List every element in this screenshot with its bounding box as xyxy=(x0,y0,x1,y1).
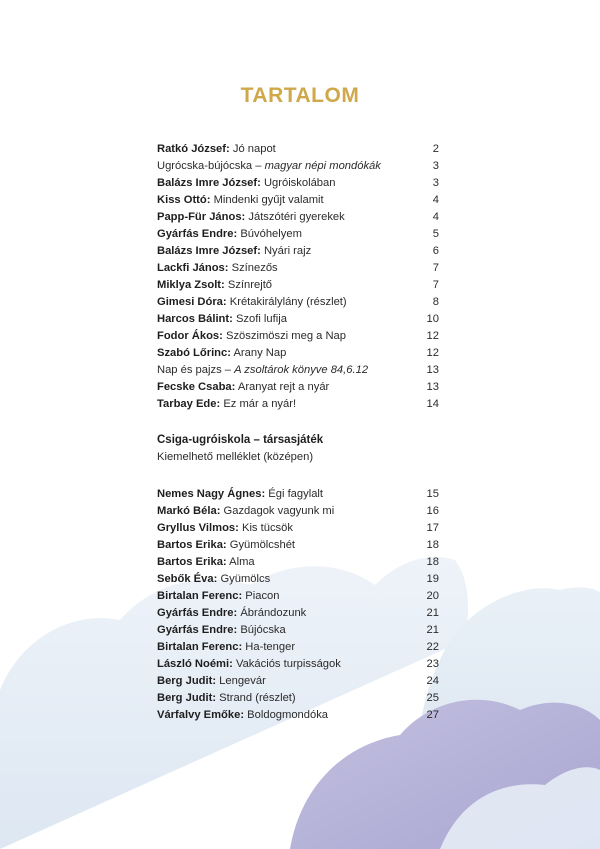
toc-work-title: Színezős xyxy=(231,262,278,274)
toc-entry-text xyxy=(157,209,409,226)
toc-work-title: Ha-tenger xyxy=(245,641,296,653)
toc-entry xyxy=(157,537,439,554)
toc-work-title: Lengevár xyxy=(219,675,266,687)
toc-page-number: 19 xyxy=(426,573,439,585)
toc-work-title: Gyümölcs xyxy=(220,573,271,585)
toc-entry xyxy=(157,362,439,379)
toc-entry xyxy=(157,328,439,345)
toc-author: Lackfi János: xyxy=(157,262,229,274)
toc-page-number: 21 xyxy=(426,607,439,619)
toc-page-number: 7 xyxy=(432,279,439,291)
toc-entry xyxy=(157,260,439,277)
toc-author: Berg Judit: xyxy=(157,675,217,687)
toc-author: László Noémi: xyxy=(157,658,233,670)
toc-page-number: 5 xyxy=(432,228,439,240)
toc-author: Ratkó József: xyxy=(157,143,230,155)
toc-entry-text xyxy=(157,345,409,362)
toc-work-title: Ez már a nyár! xyxy=(223,398,297,410)
special-entry-title: Csiga-ugróiskola – társasjáték xyxy=(157,434,324,446)
toc-work-title: Alma xyxy=(229,556,255,568)
special-entry-subtitle: Kiemelhető melléklet (középen) xyxy=(157,451,314,463)
toc-page-number: 16 xyxy=(426,505,439,517)
toc-page-number: 18 xyxy=(426,556,439,568)
toc-entry-text xyxy=(157,520,409,537)
toc-page-number: 21 xyxy=(426,624,439,636)
spacer xyxy=(157,413,439,432)
toc-section-2 xyxy=(157,486,439,724)
toc-entry-text xyxy=(157,537,409,554)
toc-page-number: 8 xyxy=(432,296,439,308)
toc-author: Fodor Ákos: xyxy=(157,330,223,342)
toc-page-number: 24 xyxy=(426,675,439,687)
toc-entry-text xyxy=(157,175,409,192)
toc-entry-text xyxy=(157,486,409,503)
toc-entry-text xyxy=(157,192,409,209)
toc-entry xyxy=(157,690,439,707)
toc-work-title: Égi fagylalt xyxy=(268,488,324,500)
toc-entry-text xyxy=(157,277,409,294)
toc-work-title: Gyümölcshét xyxy=(229,539,296,551)
toc-work-title: Krétakirálylány (részlet) xyxy=(229,296,347,308)
toc-work-title: Szöszimöszi meg a Nap xyxy=(226,330,346,342)
toc-entry-text xyxy=(157,554,409,571)
toc-entry xyxy=(157,554,439,571)
toc-work-title: Kis tücsök xyxy=(241,522,293,534)
toc-entry-text xyxy=(157,294,409,311)
toc-work-source: magyar népi mondókák xyxy=(264,160,381,172)
toc-entry xyxy=(157,656,439,673)
toc-author: Tarbay Ede: xyxy=(157,398,221,410)
toc-work-title: Színrejtő xyxy=(227,279,273,291)
toc-entry xyxy=(157,396,439,413)
toc-entry-text xyxy=(157,328,409,345)
toc-entry-text xyxy=(157,707,409,724)
toc-page-number: 7 xyxy=(432,262,439,274)
toc-section-1 xyxy=(157,141,439,413)
toc-page-number: 23 xyxy=(426,658,439,670)
toc-author: Várfalvy Emőke: xyxy=(157,709,245,721)
toc-entry-text xyxy=(157,605,409,622)
toc-work-title: Búvóhelyem xyxy=(240,228,302,240)
toc-page-number: 22 xyxy=(426,641,439,653)
toc-author: Sebők Éva: xyxy=(157,573,218,585)
page-title: TARTALOM xyxy=(240,84,360,107)
toc-page-number: 3 xyxy=(432,160,439,172)
toc-page-number: 3 xyxy=(432,177,439,189)
table-of-contents xyxy=(157,141,439,724)
toc-entry xyxy=(157,175,439,192)
toc-entry xyxy=(157,226,439,243)
toc-work-title: Ugróiskolában xyxy=(263,177,336,189)
toc-author: Szabó Lőrinc: xyxy=(157,347,231,359)
toc-page-number: 14 xyxy=(426,398,439,410)
toc-author: Bartos Erika: xyxy=(157,556,227,568)
toc-entry-text xyxy=(157,656,409,673)
toc-entry-text xyxy=(157,639,409,656)
toc-work-source: A zsoltárok könyve 84,6.12 xyxy=(234,364,369,376)
toc-entry-text xyxy=(157,588,409,605)
toc-author: Gyárfás Endre: xyxy=(157,607,238,619)
toc-entry xyxy=(157,639,439,656)
toc-entry-text xyxy=(157,226,409,243)
toc-entry xyxy=(157,379,439,396)
toc-author: Nemes Nagy Ágnes: xyxy=(157,488,266,500)
toc-work-title: Játszótéri gyerekek xyxy=(248,211,345,223)
toc-work-title: Piacon xyxy=(245,590,280,602)
toc-page-number: 17 xyxy=(426,522,439,534)
toc-author: Balázs Imre József: xyxy=(157,245,261,257)
toc-page-number: 2 xyxy=(432,143,439,155)
toc-author: Balázs Imre József: xyxy=(157,177,261,189)
toc-entry-text xyxy=(157,141,409,158)
toc-work-title: Boldogmondóka xyxy=(247,709,329,721)
toc-work-title: Mindenki gyűjt valamit xyxy=(213,194,324,206)
spacer xyxy=(157,466,439,486)
toc-author: Bartos Erika: xyxy=(157,539,227,551)
toc-entry xyxy=(157,673,439,690)
toc-entry-text xyxy=(157,503,409,520)
toc-author: Papp-Für János: xyxy=(157,211,246,223)
toc-entry xyxy=(157,277,439,294)
toc-page-number: 27 xyxy=(426,709,439,721)
toc-work-title: Aranyat rejt a nyár xyxy=(237,381,330,393)
toc-entry-text xyxy=(157,622,409,639)
toc-entry xyxy=(157,294,439,311)
toc-entry xyxy=(157,622,439,639)
toc-author: Fecske Csaba: xyxy=(157,381,236,393)
toc-work-title: Gazdagok vagyunk mi xyxy=(223,505,335,517)
toc-page-number: 10 xyxy=(426,313,439,325)
toc-entry-text xyxy=(157,260,409,277)
toc-work-title: Nap és pajzs – xyxy=(157,364,232,376)
toc-entry-text xyxy=(157,571,409,588)
toc-entry xyxy=(157,141,439,158)
toc-entry xyxy=(157,520,439,537)
toc-page-number: 25 xyxy=(426,692,439,704)
toc-author: Kiss Ottó: xyxy=(157,194,211,206)
toc-work-title: Ábrándozunk xyxy=(240,607,307,619)
toc-author: Berg Judit: xyxy=(157,692,217,704)
toc-entry xyxy=(157,209,439,226)
toc-page-number: 12 xyxy=(426,347,439,359)
toc-entry-text xyxy=(157,690,409,707)
toc-entry-text xyxy=(157,396,409,413)
toc-entry xyxy=(157,158,439,175)
toc-author: Birtalan Ferenc: xyxy=(157,590,243,602)
toc-entry xyxy=(157,707,439,724)
toc-work-title: Nyári rajz xyxy=(263,245,312,257)
toc-page-number: 18 xyxy=(426,539,439,551)
toc-entry xyxy=(157,486,439,503)
toc-entry-text xyxy=(157,673,409,690)
toc-author: Gyárfás Endre: xyxy=(157,624,238,636)
toc-author: Gryllus Vilmos: xyxy=(157,522,239,534)
toc-author: Gyárfás Endre: xyxy=(157,228,238,240)
toc-entry-text xyxy=(157,243,409,260)
toc-entry xyxy=(157,345,439,362)
toc-entry-text xyxy=(157,311,409,328)
toc-page-number: 13 xyxy=(426,381,439,393)
toc-page-number: 20 xyxy=(426,590,439,602)
toc-page-number: 12 xyxy=(426,330,439,342)
toc-entry xyxy=(157,588,439,605)
toc-author: Birtalan Ferenc: xyxy=(157,641,243,653)
toc-work-title: Arany Nap xyxy=(233,347,287,359)
toc-entry xyxy=(157,311,439,328)
toc-entry-text xyxy=(157,158,409,175)
toc-entry xyxy=(157,571,439,588)
toc-work-title: Bújócska xyxy=(240,624,286,636)
toc-page-number: 4 xyxy=(432,194,439,206)
toc-page-number: 4 xyxy=(432,211,439,223)
toc-entry-text xyxy=(157,362,409,379)
toc-page-number: 13 xyxy=(426,364,439,376)
toc-work-title: Strand (részlet) xyxy=(219,692,296,704)
toc-author: Harcos Bálint: xyxy=(157,313,233,325)
toc-author: Miklya Zsolt: xyxy=(157,279,225,291)
toc-page-number: 15 xyxy=(426,488,439,500)
toc-work-title: Vakációs turpisságok xyxy=(235,658,341,670)
toc-entry-text xyxy=(157,379,409,396)
toc-author: Gimesi Dóra: xyxy=(157,296,227,308)
toc-entry xyxy=(157,192,439,209)
toc-entry xyxy=(157,503,439,520)
toc-work-title: Ugrócska-bújócska – xyxy=(157,160,262,172)
toc-page-number: 6 xyxy=(432,245,439,257)
toc-entry xyxy=(157,243,439,260)
toc-work-title: Jó napot xyxy=(232,143,276,155)
toc-entry xyxy=(157,605,439,622)
toc-work-title: Szofi lufija xyxy=(235,313,287,325)
toc-author: Markó Béla: xyxy=(157,505,221,517)
